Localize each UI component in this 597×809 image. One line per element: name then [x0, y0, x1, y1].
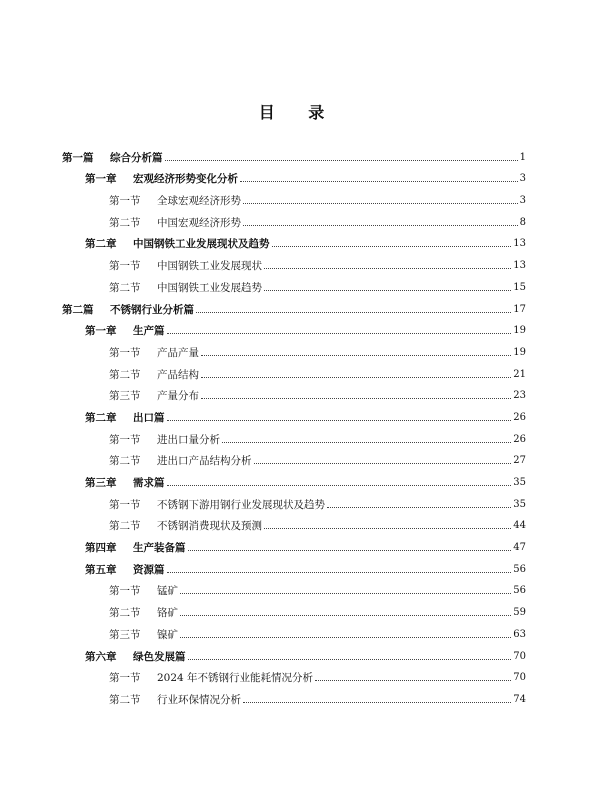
- toc-entry-number: 第一节: [109, 433, 141, 446]
- toc-leader-dots: [201, 376, 511, 378]
- toc-entry-number: 第二节: [109, 520, 141, 533]
- toc-entry-number: 第一节: [109, 346, 141, 359]
- toc-entry-number: 第一节: [109, 498, 141, 511]
- toc-leader-dots: [167, 484, 512, 486]
- toc-entry-title: 2024 年不锈钢行业能耗情况分析: [157, 672, 314, 685]
- toc-entry-title: 资源篇: [133, 563, 165, 576]
- toc-entry-label: [109, 455, 252, 467]
- toc-leader-dots: [196, 311, 511, 313]
- toc-entry-title: 行业环保情况分析: [157, 693, 241, 706]
- toc-entry-section[interactable]: [62, 576, 526, 598]
- toc-entry-title: 绿色发展篇: [133, 650, 186, 663]
- toc-leader-dots: [165, 159, 518, 161]
- toc-entry-label: [109, 260, 262, 272]
- toc-entry-label: [109, 607, 178, 619]
- toc-entry-label: [85, 238, 270, 250]
- toc-entry-label: [109, 520, 262, 532]
- toc-entry-label: [109, 499, 325, 511]
- toc-page-number: 35: [513, 498, 526, 510]
- toc-entry-label: [109, 195, 241, 207]
- toc-entry-label: [109, 434, 220, 446]
- toc-entry-section[interactable]: [62, 684, 526, 706]
- toc-entry-label: [85, 542, 186, 554]
- toc-entry-title: 进出口产品结构分析: [157, 455, 252, 468]
- toc-page-number: 47: [513, 542, 526, 554]
- table-of-contents: [62, 142, 526, 706]
- toc-entry-number: 第三节: [109, 628, 141, 641]
- toc-page-number: 19: [513, 325, 526, 337]
- toc-entry-section[interactable]: [62, 619, 526, 641]
- toc-leader-dots: [264, 527, 511, 529]
- toc-leader-dots: [180, 614, 511, 616]
- toc-entry-label: [85, 477, 165, 489]
- toc-entry-label: [62, 304, 194, 316]
- toc-leader-dots: [243, 224, 518, 226]
- toc-entry-number: 第二节: [109, 455, 141, 468]
- toc-entry-title: 生产篇: [133, 325, 165, 338]
- toc-entry-label: [109, 390, 199, 402]
- toc-leader-dots: [188, 549, 512, 551]
- toc-page-number: 21: [513, 368, 526, 380]
- toc-page-number: 15: [513, 281, 526, 293]
- toc-page-number: 3: [519, 173, 526, 185]
- toc-entry-section[interactable]: [62, 597, 526, 619]
- toc-entry-label: [85, 412, 165, 424]
- toc-leader-dots: [167, 419, 512, 421]
- toc-leader-dots: [315, 679, 511, 681]
- toc-entry-title: 产品产量: [157, 346, 199, 359]
- toc-entry-label: [109, 347, 199, 359]
- toc-page-number: 23: [513, 390, 526, 402]
- toc-page-number: 63: [513, 628, 526, 640]
- toc-entry-section[interactable]: [62, 489, 526, 511]
- toc-entry-chapter[interactable]: [62, 641, 526, 663]
- toc-entry-number: 第一节: [109, 672, 141, 685]
- toc-entry-label: [109, 629, 178, 641]
- toc-page-number: 56: [513, 585, 526, 597]
- toc-entry-number: 第二节: [109, 693, 141, 706]
- toc-entry-section[interactable]: [62, 424, 526, 446]
- toc-entry-title: 不锈钢行业分析篇: [110, 303, 194, 316]
- toc-entry-section[interactable]: [62, 446, 526, 468]
- toc-entry-number: 第一章: [85, 173, 117, 186]
- toc-entry-title: 中国钢铁工业发展现状: [157, 260, 262, 273]
- toc-entry-title: 出口篇: [133, 411, 165, 424]
- toc-entry-number: 第二节: [109, 281, 141, 294]
- toc-leader-dots: [327, 506, 511, 508]
- toc-entry-label: [109, 694, 241, 706]
- toc-entry-number: 第一节: [109, 585, 141, 598]
- toc-entry-title: 宏观经济形势变化分析: [133, 173, 238, 186]
- toc-entry-section[interactable]: [62, 381, 526, 403]
- toc-entry-label: [109, 672, 313, 684]
- toc-entry-section[interactable]: [62, 337, 526, 359]
- toc-entry-title: 中国宏观经济形势: [157, 216, 241, 229]
- toc-page-number: 27: [513, 455, 526, 467]
- toc-page-number: 44: [513, 520, 526, 532]
- toc-entry-title: 进出口量分析: [157, 433, 220, 446]
- toc-entry-number: 第二节: [109, 216, 141, 229]
- toc-page-number: 19: [513, 346, 526, 358]
- toc-leader-dots: [240, 180, 518, 182]
- toc-entry-label: [85, 325, 165, 337]
- toc-leader-dots: [180, 592, 511, 594]
- toc-entry-title: 全球宏观经济形势: [157, 195, 241, 208]
- toc-page-number: 13: [513, 260, 526, 272]
- toc-leader-dots: [201, 354, 511, 356]
- toc-leader-dots: [188, 658, 512, 660]
- toc-page-number: 1: [519, 151, 526, 163]
- toc-entry-chapter[interactable]: [62, 316, 526, 338]
- toc-leader-dots: [167, 571, 512, 573]
- toc-entry-number: 第一节: [109, 260, 141, 273]
- toc-page-number: 59: [513, 607, 526, 619]
- toc-entry-label: [85, 651, 186, 663]
- toc-title: 目 录: [258, 103, 339, 122]
- toc-entry-number: 第六章: [85, 650, 117, 663]
- toc-entry-section[interactable]: [62, 663, 526, 685]
- toc-entry-label: [109, 585, 178, 597]
- toc-entry-title: 锰矿: [157, 585, 178, 598]
- toc-entry-title: 生产装备篇: [133, 542, 186, 555]
- toc-entry-number: 第一篇: [62, 151, 94, 164]
- toc-entry-title: 铬矿: [157, 607, 178, 620]
- toc-entry-chapter[interactable]: [62, 402, 526, 424]
- toc-entry-title: 产品结构: [157, 368, 199, 381]
- toc-entry-number: 第一节: [109, 195, 141, 208]
- toc-entry-title: 中国钢铁工业发展现状及趋势: [133, 238, 270, 251]
- toc-page-number: 70: [513, 672, 526, 684]
- toc-entry-part[interactable]: [62, 294, 526, 316]
- toc-entry-number: 第五章: [85, 563, 117, 576]
- toc-entry-section[interactable]: [62, 250, 526, 272]
- toc-entry-title: 不锈钢下游用钢行业发展现状及趋势: [157, 498, 325, 511]
- toc-entry-section[interactable]: [62, 207, 526, 229]
- toc-entry-number: 第四章: [85, 542, 117, 555]
- toc-page-number: 26: [513, 433, 526, 445]
- toc-leader-dots: [243, 202, 518, 204]
- toc-entry-section[interactable]: [62, 511, 526, 533]
- toc-page-number: 70: [513, 650, 526, 662]
- toc-leader-dots: [222, 441, 511, 443]
- toc-page-number: 3: [519, 195, 526, 207]
- toc-page-number: 26: [513, 411, 526, 423]
- toc-entry-section[interactable]: [62, 359, 526, 381]
- toc-page-number: 74: [513, 693, 526, 705]
- toc-leader-dots: [254, 462, 512, 464]
- toc-page-number: 8: [519, 216, 526, 228]
- toc-entry-title: 需求篇: [133, 477, 165, 489]
- toc-entry-label: [109, 282, 262, 294]
- toc-entry-label: [85, 564, 165, 576]
- toc-entry-label: [62, 152, 163, 164]
- toc-entry-chapter[interactable]: [62, 229, 526, 251]
- toc-entry-title: 产量分布: [157, 390, 199, 403]
- toc-leader-dots: [167, 332, 512, 334]
- toc-leader-dots: [264, 289, 511, 291]
- toc-entry-number: 第一章: [85, 325, 117, 338]
- toc-entry-chapter[interactable]: [62, 554, 526, 576]
- toc-leader-dots: [272, 245, 512, 247]
- toc-entry-label: [109, 369, 199, 381]
- toc-page-number: 13: [513, 238, 526, 250]
- toc-leader-dots: [180, 636, 511, 638]
- toc-entry-number: 第二章: [85, 411, 117, 424]
- toc-entry-number: 第三节: [109, 390, 141, 403]
- toc-entry-chapter[interactable]: [62, 164, 526, 186]
- toc-entry-section[interactable]: [62, 272, 526, 294]
- toc-leader-dots: [201, 397, 511, 399]
- toc-leader-dots: [264, 267, 511, 269]
- toc-entry-number: 第二节: [109, 368, 141, 381]
- toc-page-number: 17: [513, 303, 526, 315]
- toc-entry-number: 第二章: [85, 238, 117, 251]
- toc-entry-title: 中国钢铁工业发展趋势: [157, 281, 262, 294]
- toc-entry-title: 不锈钢消费现状及预测: [157, 520, 262, 533]
- toc-entry-title: 综合分析篇: [110, 151, 163, 164]
- toc-entry-label: [85, 173, 238, 185]
- toc-page-number: 56: [513, 563, 526, 575]
- toc-leader-dots: [243, 701, 511, 703]
- toc-entry-number: 第二篇: [62, 303, 94, 316]
- toc-entry-chapter[interactable]: [62, 467, 526, 489]
- toc-entry-part[interactable]: [62, 142, 526, 164]
- toc-page-number: 35: [513, 477, 526, 488]
- toc-entry-number: 第二节: [109, 607, 141, 620]
- toc-entry-section[interactable]: [62, 185, 526, 207]
- toc-entry-chapter[interactable]: [62, 532, 526, 554]
- toc-entry-title: 镍矿: [157, 628, 178, 641]
- toc-entry-label: [109, 217, 241, 229]
- toc-entry-number: 第三章: [85, 477, 117, 489]
